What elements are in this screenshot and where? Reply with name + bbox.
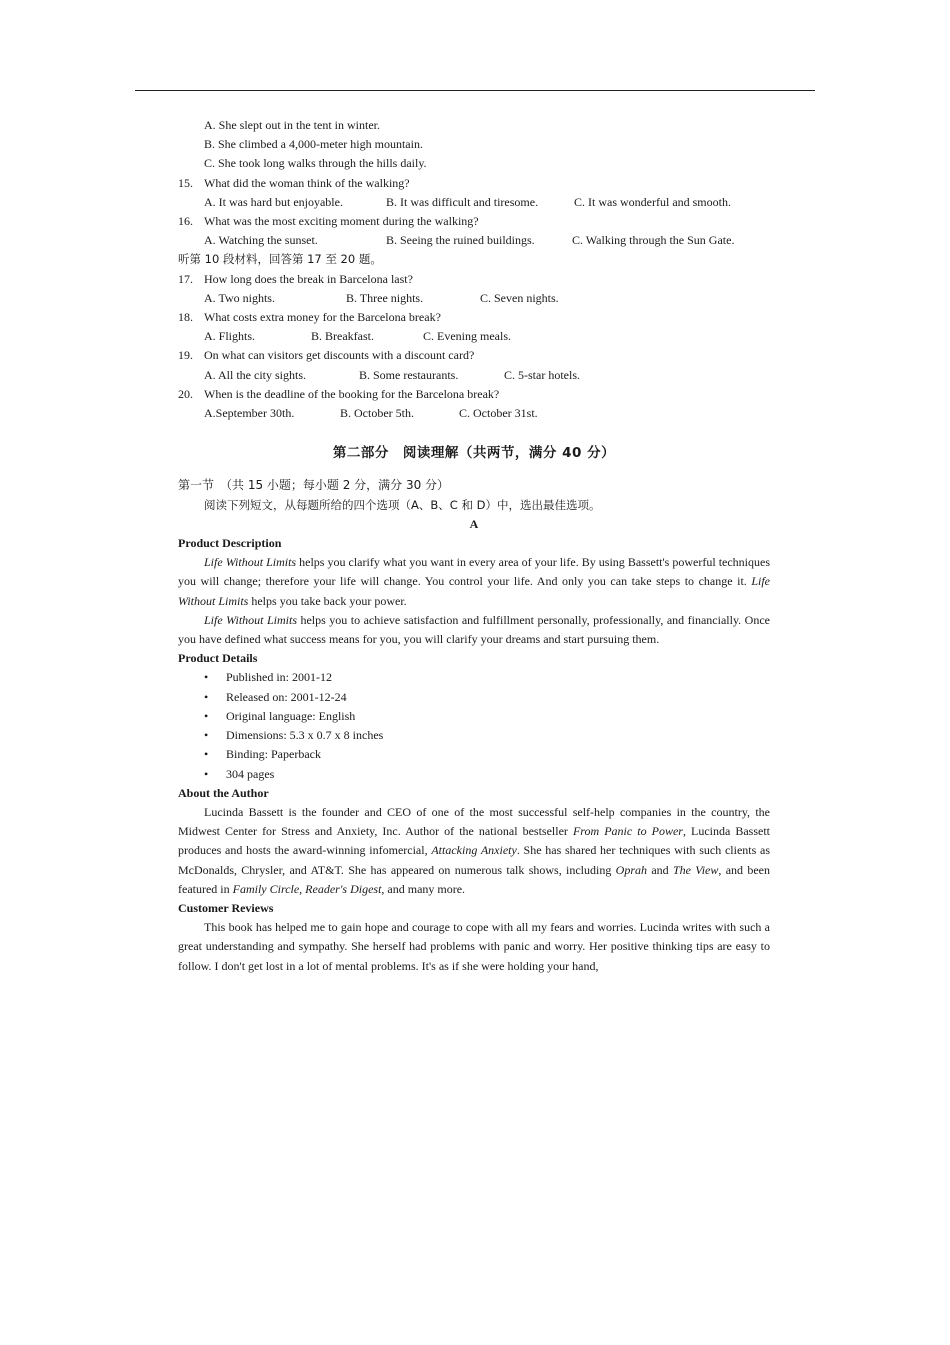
about-author-para — [178, 803, 770, 899]
option-a: A. Flights. — [204, 329, 256, 344]
para-text: helps you clarify what you want in every area of your life. By using Bassett's powerful techniques you will change; therefore your life will change. You control your life. And only you can take steps to change it. — [178, 555, 771, 589]
option-a: A. It was hard but enjoyable. — [204, 194, 343, 209]
question-text: When is the deadline of the booking for the Barcelona break? — [204, 386, 500, 401]
passage-label: A — [469, 516, 479, 531]
question-number: 20. — [178, 386, 193, 401]
list-item: • Dimensions: 5.3 x 0.7 x 8 inches — [178, 726, 770, 745]
question-19-options — [178, 366, 770, 385]
question-20 — [178, 385, 770, 404]
question-text: How long does the break in Barcelona last? — [204, 271, 413, 286]
question-number: 15. — [178, 175, 193, 190]
product-details-heading: Product Details — [178, 651, 258, 666]
para-text: . She has shared her techniques with such clients as McDonalds, Chrysler, and AT&T. She has appeared on numerous talk shows, including — [178, 843, 770, 877]
option-c: C. Seven nights. — [480, 290, 559, 305]
para-text: Lucinda Bassett is the founder and CEO of one of the most successful self-help companies in the country, the Midwest Center for Stress and Anxiety, Inc. Author of the national bestseller — [178, 804, 770, 839]
section1-instruction: 阅读下列短文，从每题所给的四个选项（A、B、C 和 D）中，选出最佳选项。 — [204, 497, 601, 512]
question-15 — [178, 174, 770, 193]
question-15-options — [178, 193, 770, 212]
option-a: A.September 30th. — [204, 406, 295, 421]
magazine-title: Family Circle, Reader's Digest — [232, 881, 382, 896]
option-b: B. Breakfast. — [311, 329, 374, 344]
part2-title: 第二部分 阅读理解（共两节，满分 40 分） — [332, 445, 616, 462]
q14-option-b: B. She climbed a 4,000-meter high mountain. — [204, 137, 423, 152]
product-description-para1 — [178, 553, 770, 611]
para-text: , and many more. — [381, 881, 466, 896]
show-title: Attacking Anxiety — [431, 843, 517, 858]
question-17 — [178, 270, 770, 289]
option-c: C. Evening meals. — [423, 329, 511, 344]
product-description-para2 — [178, 611, 770, 649]
option-b: B. It was difficult and tiresome. — [386, 194, 539, 209]
book-title: Life Without Limits — [178, 574, 770, 608]
option-c: C. It was wonderful and smooth. — [574, 194, 731, 209]
show-title: Oprah — [615, 862, 647, 877]
customer-review-text: This book has helped me to gain hope and courage to cope with all my fears and worries. Lucinda writes with such a great understanding and sympathy. She herself had problems with panic and worry. Her positive thinking tips are easy to follow. I don't get lost in a lot of mental problems. It's as if she were holding your hand, — [178, 920, 770, 973]
book-title: From Panic to Power — [572, 824, 683, 839]
option-b: B. Seeing the ruined buildings. — [386, 233, 535, 248]
question-17-options — [178, 289, 770, 308]
question-number: 17. — [178, 271, 193, 286]
q14-options — [178, 116, 770, 174]
q14-option-a: A. She slept out in the tent in winter. — [204, 118, 380, 132]
option-c: C. Walking through the Sun Gate. — [572, 233, 735, 248]
show-title: The View — [672, 862, 719, 877]
list-item: • Binding: Paperback — [178, 745, 770, 764]
section1-title: 第一节 （共 15 小题；每小题 2 分，满分 30 分） — [178, 478, 450, 493]
question-16 — [178, 212, 770, 231]
section10-instruction: 听第 10 段材料，回答第 17 至 20 题。 — [178, 252, 382, 267]
header-rule — [135, 90, 815, 91]
question-16-options — [178, 231, 770, 250]
list-item: • Released on: 2001-12-24 — [178, 688, 770, 707]
para-text: helps you to achieve satisfaction and fulfillment personally, professionally, and financially. Once you have defined what success means for you, you will clarify your dreams and start pursuing them. — [178, 612, 770, 647]
list-item: • 304 pages — [178, 765, 770, 784]
question-18 — [178, 308, 770, 327]
list-item: • Published in: 2001-12 — [178, 668, 770, 687]
book-title: Life Without Limits — [204, 555, 297, 570]
question-text: What costs extra money for the Barcelona break? — [204, 310, 441, 325]
option-a: A. All the city sights. — [204, 367, 306, 382]
option-c: C. 5-star hotels. — [504, 367, 580, 382]
option-a: A. Watching the sunset. — [204, 233, 318, 248]
option-b: B. Three nights. — [346, 290, 424, 305]
product-description-heading: Product Description — [178, 536, 282, 551]
para-text: and — [647, 862, 673, 877]
exam-page — [178, 116, 770, 976]
question-20-options — [178, 404, 770, 423]
para-text: , Lucinda Bassett produces and hosts the award-winning infomercial, — [178, 824, 771, 858]
question-text: What did the woman think of the walking? — [204, 175, 410, 190]
question-19 — [178, 346, 770, 365]
product-details-list — [178, 668, 770, 783]
question-number: 18. — [178, 310, 193, 325]
question-18-options — [178, 327, 770, 346]
question-text: What was the most exciting moment during the walking? — [204, 214, 479, 229]
option-a: A. Two nights. — [204, 290, 275, 305]
customer-reviews-heading: Customer Reviews — [178, 900, 274, 915]
book-title: Life Without Limits — [204, 612, 297, 627]
question-text: On what can visitors get discounts with a discount card? — [204, 348, 475, 363]
question-number: 16. — [178, 214, 193, 229]
about-author-heading: About the Author — [178, 785, 269, 800]
para-text: , and been featured in — [178, 862, 770, 896]
q14-option-c: C. She took long walks through the hills daily. — [204, 156, 427, 171]
question-number: 19. — [178, 348, 193, 363]
option-c: C. October 31st. — [459, 406, 538, 421]
option-b: B. October 5th. — [340, 406, 414, 421]
list-item: • Original language: English — [178, 707, 770, 726]
para-text: helps you take back your power. — [248, 593, 407, 608]
option-b: B. Some restaurants. — [359, 367, 459, 382]
